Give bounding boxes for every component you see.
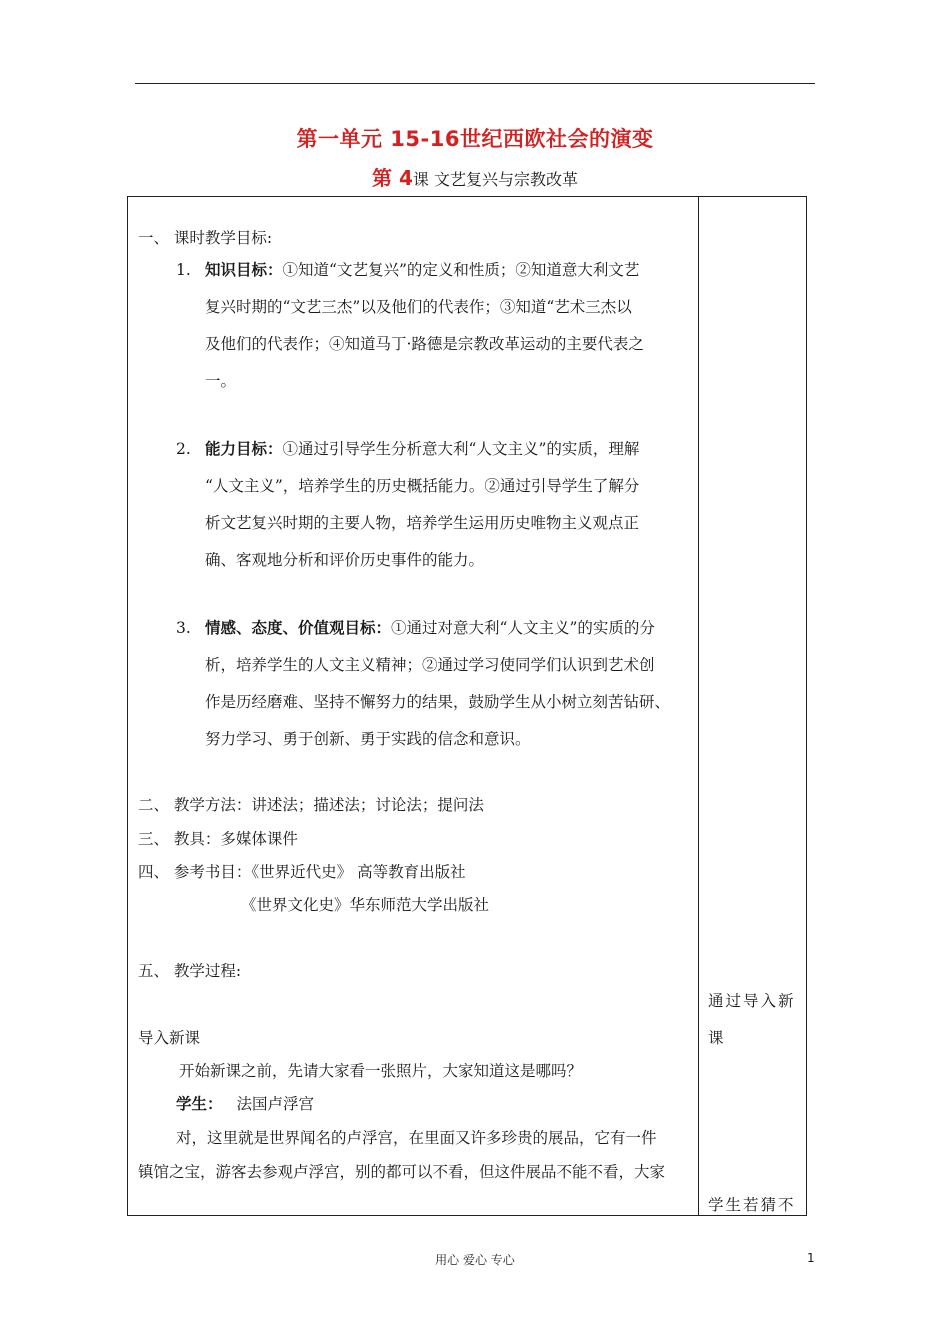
goal-line: 确、客观地分析和评价历史事件的能力。 [205,551,485,569]
lesson-title [0,162,950,191]
goal-line [205,439,639,459]
side-note: 课 [708,1029,726,1047]
goal-number: 2. [176,440,191,458]
side-note: 学生若猜不 [708,1196,796,1214]
student-response [176,1094,314,1114]
side-note: 通过导入新 [708,992,796,1010]
goal-label-values: 情感、态度、价值观目标： [205,619,392,637]
section-tools: 三、 教具：多媒体课件 [138,830,298,848]
intro-heading: 导入新课 [138,1029,201,1047]
section-heading-goals: 一、 课时教学目标: [138,229,273,247]
student-answer: 法国卢浮宫 [236,1095,315,1113]
unit-title: 第一单元 15-16世纪西欧社会的演变 [296,127,654,151]
goal-number: 3. [176,619,191,637]
section-references: 四、 参考书目：《世界近代史》 高等教育出版社 [138,863,466,881]
goal-text: ①通过引导学生分析意大利“人文主义”的实质，理解 [282,440,640,458]
reference-item: 《世界文化史》华东师范大学出版社 [241,896,490,914]
intro-paragraph: 开始新课之前，先请大家看一张照片，大家知道这是哪吗？ [179,1062,583,1080]
goal-number: 1. [176,261,191,279]
goal-line: “人文主义”，培养学生的历史概括能力。②通过引导学生了解分 [205,477,640,495]
column-divider [698,197,699,1215]
goal-line: 复兴时期的“文艺三杰”以及他们的代表作；③知道“艺术三杰以 [205,298,632,316]
lesson-number: 第 4 [372,166,413,190]
goal-line: 努力学习、勇于创新、勇于实践的信念和意识。 [205,730,531,748]
goal-line [205,618,655,638]
goal-text: ①知道“文艺复兴”的定义和性质；②知道意大利文艺 [282,261,640,279]
lesson-name: 课 文艺复兴与宗教改革 [412,170,578,189]
goal-line: 一。 [205,372,237,390]
intro-paragraph: 镇馆之宝，游客去参观卢浮宫，别的都可以不看，但这件展品不能不看，大家 [138,1163,666,1181]
page-number: 1 [807,1251,815,1265]
goal-line: 析文艺复兴时期的主要人物，培养学生运用历史唯物主义观点正 [205,514,640,532]
footer-motto: 用心 爱心 专心 [435,1253,515,1267]
goal-text: ①通过对意大利“人文主义”的实质的分 [391,619,655,637]
goal-line [205,260,639,280]
goal-label-ability: 能力目标： [205,440,283,458]
goal-line: 及他们的代表作；④知道马丁·路德是宗教改革运动的主要代表之 [205,335,644,353]
goal-line: 析，培养学生的人文主义精神；②通过学习使同学们认识到艺术创 [205,656,655,674]
header-rule [135,83,815,84]
goal-label-knowledge: 知识目标： [205,261,283,279]
section-process: 五、 教学过程: [138,962,242,980]
section-methods: 二、 教学方法：讲述法；描述法；讨论法；提问法 [138,796,484,814]
goal-line: 作是历经磨难、坚持不懈努力的结果，鼓励学生从小树立刻苦钻研、 [205,693,671,711]
intro-paragraph: 对，这里就是世界闻名的卢浮宫，在里面又许多珍贵的展品，它有一件 [176,1129,657,1147]
lesson-plan-table [127,196,807,1216]
student-label: 学生： [176,1095,223,1113]
